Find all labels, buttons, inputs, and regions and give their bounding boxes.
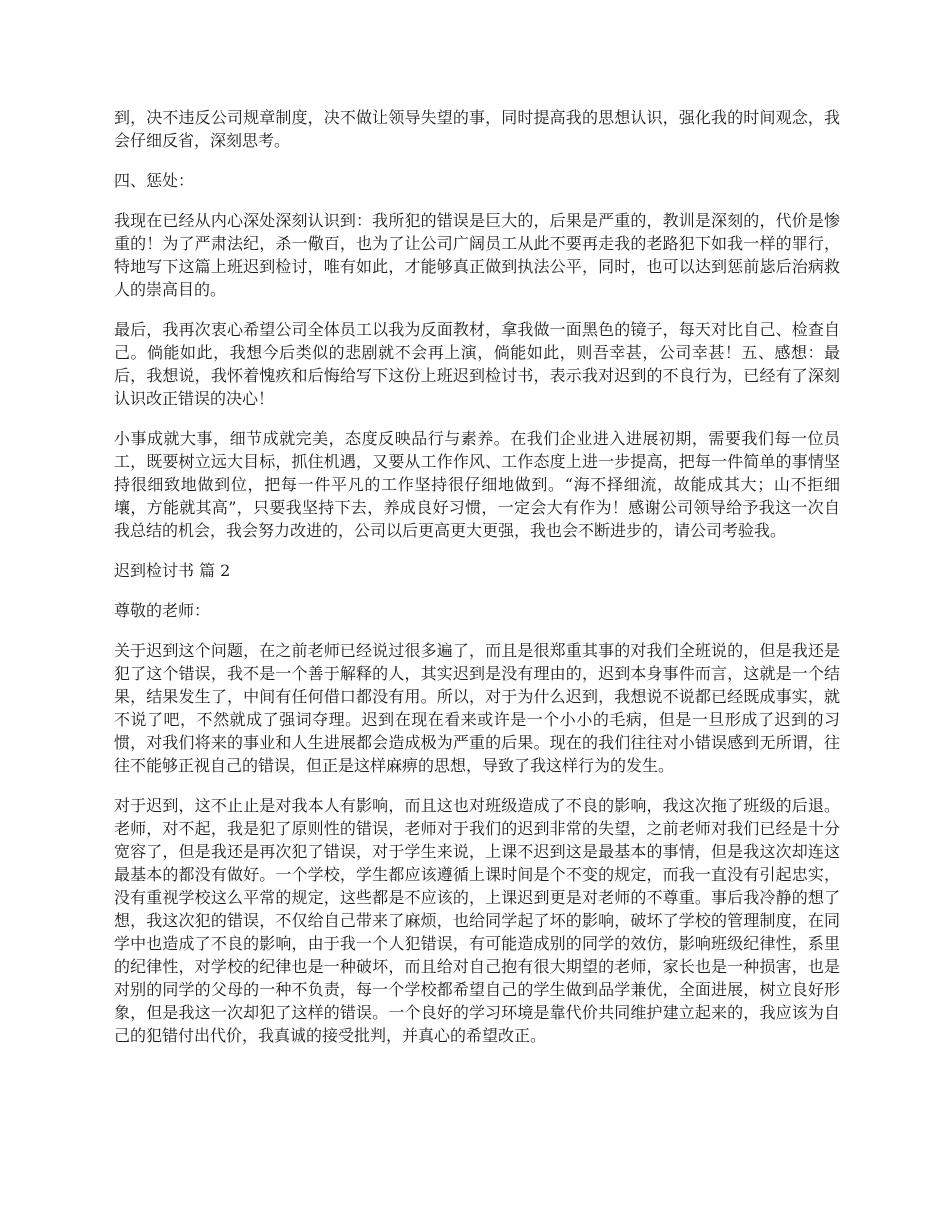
section-heading-punishment: 四、惩处： [114,171,195,190]
paragraph-continuation: 到，决不违反公司规章制度，决不做让领导失望的事，同时提高我的思想认识，强化我的时间观念，我会仔细反省，深刻思考。 [114,108,840,150]
paragraph-about-lateness: 关于迟到这个问题，在之前老师已经说过很多遍了，而且是很郑重其事的对我们全班说的，但是我还是犯了这个错误，我不是一个善于解释的人，其实迟到是没有理由的，迟到本身事件而言，这就是一个结果，结果发生了，中间有任何借口都没有用。所以，对于为什么迟到，我想说不说都已经既成事实，就不说了吧，不然就成了强词夺理。迟到在现在看来或许是一个小小的毛病，但是一旦形成了迟到的习惯，对我们将来的事业和人生进展都会造成极为严重的后果。现在的我们往往对小错误感到无所谓，往往不能够正视自己的错误，但正是这样麻痹的思想，导致了我这样行为的发生。 [114,641,840,775]
paragraph-small-things: 小事成就大事，细节成就完美，态度反映品行与素养。在我们企业进入进展初期，需要我们每一位员工，既要树立远大目标，抓住机遇，又要从工作作风、工作态度上进一步提高，把每一件简单的事情坚持很细致地做到位，把每一件平凡的工作坚持很仔细地做到。“海不择细流，故能成其大；山不拒细壤，方能就其高”，只要我坚持下去，养成良好习惯，一定会大有作为！感谢公司领导给予我这一次自我总结的机会，我会努力改进的，公司以后更高更大更强，我也会不断进步的，请公司考验我。 [114,429,840,540]
salutation: 尊敬的老师： [114,601,211,620]
paragraph-punishment: 我现在已经从内心深处深刻认识到：我所犯的错误是巨大的，后果是严重的，教训是深刻的，代价是惨重的！为了严肃法纪，杀一儆百，也为了让公司广阔员工从此不要再走我的老路犯下如我一样的罪行，特地写下这篇上班迟到检讨，唯有如此，才能够真正做到执法公平，同时，也可以达到惩前毖后治病救人的崇高目的。 [114,211,840,299]
paragraph-final-hope: 最后，我再次衷心希望公司全体员工以我为反面教材，拿我做一面黑色的镜子，每天对比自己、检查自己。倘能如此，我想今后类似的悲剧就不会再上演，倘能如此，则吾幸甚，公司幸甚！五、感想：最后，我想说，我怀着愧疚和后悔给写下这份上班迟到检讨书，表示我对迟到的不良行为，已经有了深刻认识改正错误的决心！ [114,320,840,408]
section-title-part-2: 迟到检讨书 篇 2 [114,561,231,580]
paragraph-impact: 对于迟到，这不止止是对我本人有影响，而且这也对班级造成了不良的影响，我这次拖了班级的后退。老师，对不起，我是犯了原则性的错误，老师对于我们的迟到非常的失望，之前老师对我们已经是十分宽容了，但是我还是再次犯了错误，对于学生来说，上课不迟到这是最基本的事情，但是我这次却连这最基本的都没有做好。一个学校，学生都应该遵循上课时间是个不变的规定，而我一直没有引起忠实，没有重视学校这么平常的规定，这些都是不应该的，上课迟到更是对老师的不尊重。事后我冷静的想了想，我这次犯的错误，不仅给自己带来了麻烦，也给同学起了坏的影响，破坏了学校的管理制度，在同学中也造成了不良的影响，由于我一个人犯错误，有可能造成别的同学的效仿，影响班级纪律性，系里的纪律性，对学校的纪律也是一种破坏，而且给对自己抱有很大期望的老师，家长也是一种损害，也是对别的同学的父母的一种不负责，每一个学校都希望自己的学生做到品学兼优，全面进展，树立良好形象，但是我这一次却犯了这样的错误。一个良好的学习环境是靠代价共同维护建立起来的，我应该为自己的犯错付出代价，我真诚的接受批判，并真心的希望改正。 [114,796,840,1045]
